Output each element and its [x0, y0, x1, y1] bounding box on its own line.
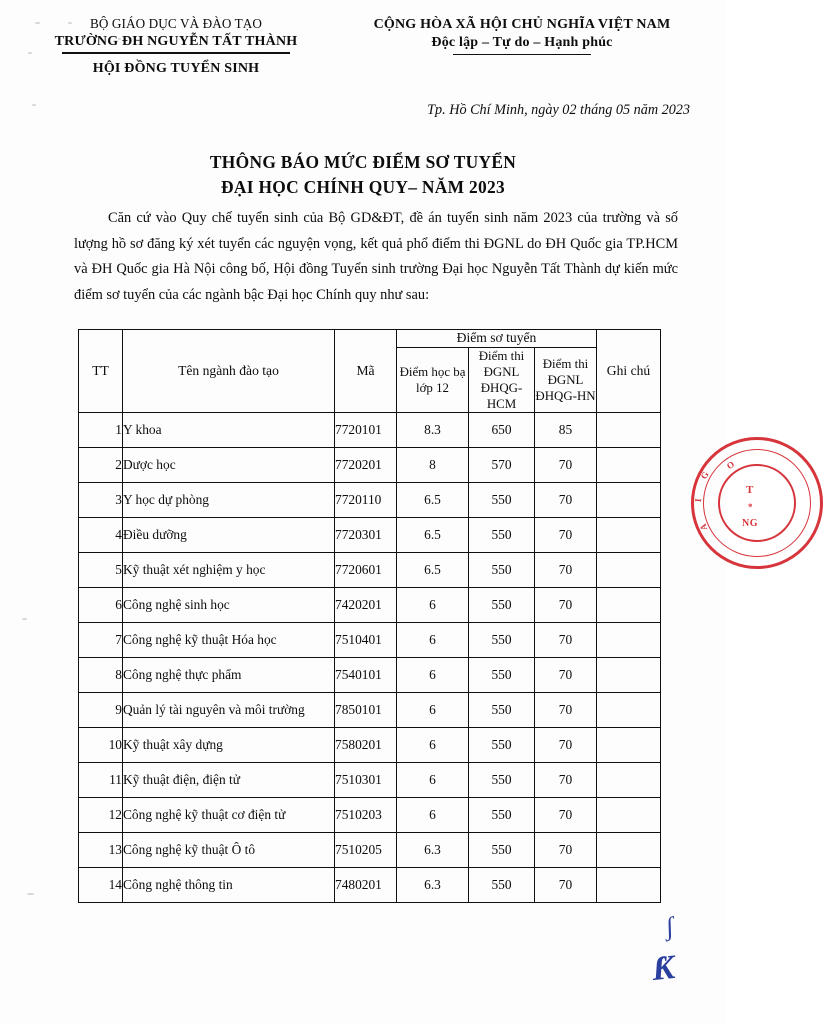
table-row	[79, 762, 661, 797]
cell-note	[597, 657, 661, 692]
seal-letter: O	[724, 458, 737, 472]
header-right-block	[352, 16, 692, 78]
cell-note	[597, 482, 661, 517]
cell-note	[597, 727, 661, 762]
cell-program-name: Công nghệ thực phẩm	[123, 657, 335, 692]
cell-transcript-score: 6	[397, 797, 469, 832]
cell-program-name: Kỹ thuật xét nghiệm y học	[123, 552, 335, 587]
cell-dgnl-hcm-score: 550	[469, 482, 535, 517]
cell-code: 7420201	[335, 587, 397, 622]
official-seal-stamp	[691, 437, 823, 569]
cell-dgnl-hcm-score: 550	[469, 517, 535, 552]
cell-tt: 4	[79, 517, 123, 552]
col-header-score-group: Điểm sơ tuyển	[397, 330, 597, 348]
cell-dgnl-hcm-score: 550	[469, 692, 535, 727]
table-body	[79, 412, 661, 902]
cell-code: 7510203	[335, 797, 397, 832]
scan-speck	[22, 618, 27, 620]
seal-letter: I	[692, 497, 704, 503]
ministry-name: BỘ GIÁO DỤC VÀ ĐÀO TẠO	[89, 16, 263, 31]
cell-tt: 6	[79, 587, 123, 622]
seal-letter: A	[697, 522, 710, 532]
cell-dgnl-hn-score: 70	[535, 692, 597, 727]
cell-code: 7510205	[335, 832, 397, 867]
cell-transcript-score: 6.5	[397, 482, 469, 517]
cell-note	[597, 867, 661, 902]
cell-tt: 7	[79, 622, 123, 657]
cell-note	[597, 797, 661, 832]
cell-program-name: Công nghệ thông tin	[123, 867, 335, 902]
cell-transcript-score: 6.3	[397, 867, 469, 902]
table-row	[79, 727, 661, 762]
cell-transcript-score: 6	[397, 657, 469, 692]
table-row	[79, 657, 661, 692]
cell-dgnl-hcm-score: 550	[469, 867, 535, 902]
scan-speck	[27, 893, 34, 895]
body-paragraph: Căn cứ vào Quy chế tuyển sinh của Bộ GD&ĐT, đề án tuyển sinh năm 2023 của trường và số lượng hồ sơ đăng ký xét tuyển các nguyện vọng, kết quả phổ điểm thi ĐGNL do ĐH Quốc gia TP.HCM và ĐH Quốc gia Hà Nội công bố, Hội đồng Tuyển sinh trường Đại học Nguyễn Tất Thành dự kiến mức điểm sơ tuyển của các ngành bậc Đại học Chính quy như sau:	[74, 210, 678, 303]
cell-note	[597, 552, 661, 587]
cell-note	[597, 762, 661, 797]
cell-dgnl-hn-score: 70	[535, 622, 597, 657]
cell-transcript-score: 6	[397, 622, 469, 657]
title-line-2: ĐẠI HỌC CHÍNH QUY– NĂM 2023	[221, 176, 505, 197]
col-header-note: Ghi chú	[597, 330, 661, 413]
seal-letter: T	[746, 484, 754, 496]
cell-dgnl-hcm-score: 550	[469, 657, 535, 692]
cell-code: 7720101	[335, 412, 397, 447]
table-row	[79, 797, 661, 832]
cell-tt: 12	[79, 797, 123, 832]
cell-dgnl-hn-score: 70	[535, 867, 597, 902]
cell-dgnl-hn-score: 70	[535, 587, 597, 622]
cell-code: 7580201	[335, 727, 397, 762]
table-row	[79, 832, 661, 867]
seal-inner-ring	[718, 464, 796, 542]
seal-letter: NG	[742, 518, 758, 529]
title-line-1: THÔNG BÁO MỨC ĐIỂM SƠ TUYỂN	[209, 152, 517, 172]
cell-program-name: Công nghệ kỹ thuật Hóa học	[123, 622, 335, 657]
cell-program-name: Quản lý tài nguyên và môi trường	[123, 692, 335, 727]
cell-dgnl-hn-score: 70	[535, 517, 597, 552]
cell-code: 7540101	[335, 657, 397, 692]
cell-program-name: Công nghệ sinh học	[123, 587, 335, 622]
cell-transcript-score: 6	[397, 692, 469, 727]
cell-program-name: Y học dự phòng	[123, 482, 335, 517]
cell-tt: 14	[79, 867, 123, 902]
cell-dgnl-hn-score: 70	[535, 797, 597, 832]
dateline: Tp. Hồ Chí Minh, ngày 02 tháng 05 năm 2023	[427, 102, 690, 118]
cell-program-name: Kỹ thuật xây dựng	[123, 727, 335, 762]
cell-transcript-score: 8.3	[397, 412, 469, 447]
cell-dgnl-hcm-score: 550	[469, 587, 535, 622]
admissions-council-name: HỘI ĐỒNG TUYỂN SINH	[92, 60, 260, 76]
cell-program-name: Công nghệ kỹ thuật cơ điện tử	[123, 797, 335, 832]
cell-dgnl-hcm-score: 570	[469, 447, 535, 482]
table-row	[79, 552, 661, 587]
cell-tt: 10	[79, 727, 123, 762]
cell-dgnl-hn-score: 70	[535, 482, 597, 517]
cell-code: 7510301	[335, 762, 397, 797]
scores-table-wrapper	[78, 329, 661, 903]
cell-program-name: Y khoa	[123, 412, 335, 447]
cell-dgnl-hcm-score: 550	[469, 832, 535, 867]
seal-letter: *	[748, 502, 753, 512]
document-header	[0, 16, 726, 78]
national-motto: Độc lập – Tự do – Hạnh phúc	[352, 34, 692, 52]
cell-program-name: Công nghệ kỹ thuật Ô tô	[123, 832, 335, 867]
cell-program-name: Kỹ thuật điện, điện tử	[123, 762, 335, 797]
nation-name: CỘNG HÒA XÃ HỘI CHỦ NGHĨA VIỆT NAM	[373, 17, 671, 32]
cell-dgnl-hn-score: 70	[535, 832, 597, 867]
cell-note	[597, 412, 661, 447]
cell-dgnl-hn-score: 70	[535, 447, 597, 482]
col-header-tt: TT	[79, 330, 123, 413]
cell-code: 7720201	[335, 447, 397, 482]
cell-tt: 3	[79, 482, 123, 517]
table-row	[79, 587, 661, 622]
table-head	[79, 330, 661, 413]
cell-dgnl-hn-score: 70	[535, 762, 597, 797]
cell-dgnl-hcm-score: 650	[469, 412, 535, 447]
cell-transcript-score: 6.5	[397, 517, 469, 552]
cell-dgnl-hcm-score: 550	[469, 622, 535, 657]
header-left-block	[0, 16, 352, 78]
table-row	[79, 867, 661, 902]
table-row	[79, 482, 661, 517]
col-header-code: Mã	[335, 330, 397, 413]
cell-dgnl-hcm-score: 550	[469, 797, 535, 832]
col-header-transcript-score: Điểm học bạ lớp 12	[397, 347, 469, 412]
cell-transcript-score: 6.3	[397, 832, 469, 867]
cell-tt: 5	[79, 552, 123, 587]
table-row	[79, 412, 661, 447]
cell-tt: 11	[79, 762, 123, 797]
cell-note	[597, 517, 661, 552]
cell-dgnl-hcm-score: 550	[469, 727, 535, 762]
cell-transcript-score: 6	[397, 727, 469, 762]
cell-note	[597, 692, 661, 727]
cell-code: 7510401	[335, 622, 397, 657]
col-header-program-name: Tên ngành đào tạo	[123, 330, 335, 413]
signature-mark-upper: ʃ	[662, 911, 677, 942]
cell-dgnl-hn-score: 85	[535, 412, 597, 447]
page-title	[0, 150, 726, 199]
col-header-dgnl-hcm: Điểm thi ĐGNL ĐHQG-HCM	[469, 347, 535, 412]
cell-dgnl-hn-score: 70	[535, 657, 597, 692]
cell-transcript-score: 8	[397, 447, 469, 482]
cell-transcript-score: 6.5	[397, 552, 469, 587]
cell-dgnl-hn-score: 70	[535, 727, 597, 762]
cell-dgnl-hcm-score: 550	[469, 762, 535, 797]
table-row	[79, 447, 661, 482]
cell-tt: 13	[79, 832, 123, 867]
cell-note	[597, 587, 661, 622]
cell-program-name: Điều dưỡng	[123, 517, 335, 552]
seal-letter: G	[698, 469, 711, 481]
cell-note	[597, 832, 661, 867]
admission-scores-table	[78, 329, 661, 903]
cell-note	[597, 447, 661, 482]
table-row	[79, 692, 661, 727]
cell-code: 7480201	[335, 867, 397, 902]
cell-code: 7720601	[335, 552, 397, 587]
table-row	[79, 622, 661, 657]
cell-note	[597, 622, 661, 657]
cell-dgnl-hcm-score: 550	[469, 552, 535, 587]
cell-program-name: Dược học	[123, 447, 335, 482]
table-header-row-1	[79, 330, 661, 348]
table-row	[79, 517, 661, 552]
cell-tt: 8	[79, 657, 123, 692]
cell-code: 7850101	[335, 692, 397, 727]
col-header-dgnl-hn: Điểm thi ĐGNL ĐHQG-HN	[535, 347, 597, 412]
cell-code: 7720301	[335, 517, 397, 552]
cell-tt: 9	[79, 692, 123, 727]
cell-transcript-score: 6	[397, 587, 469, 622]
cell-tt: 2	[79, 447, 123, 482]
cell-code: 7720110	[335, 482, 397, 517]
university-name: TRƯỜNG ĐH NGUYỄN TẤT THÀNH	[54, 33, 298, 49]
signature-mark-lower: Ƙ	[650, 948, 677, 989]
cell-transcript-score: 6	[397, 762, 469, 797]
cell-tt: 1	[79, 412, 123, 447]
cell-dgnl-hn-score: 70	[535, 552, 597, 587]
